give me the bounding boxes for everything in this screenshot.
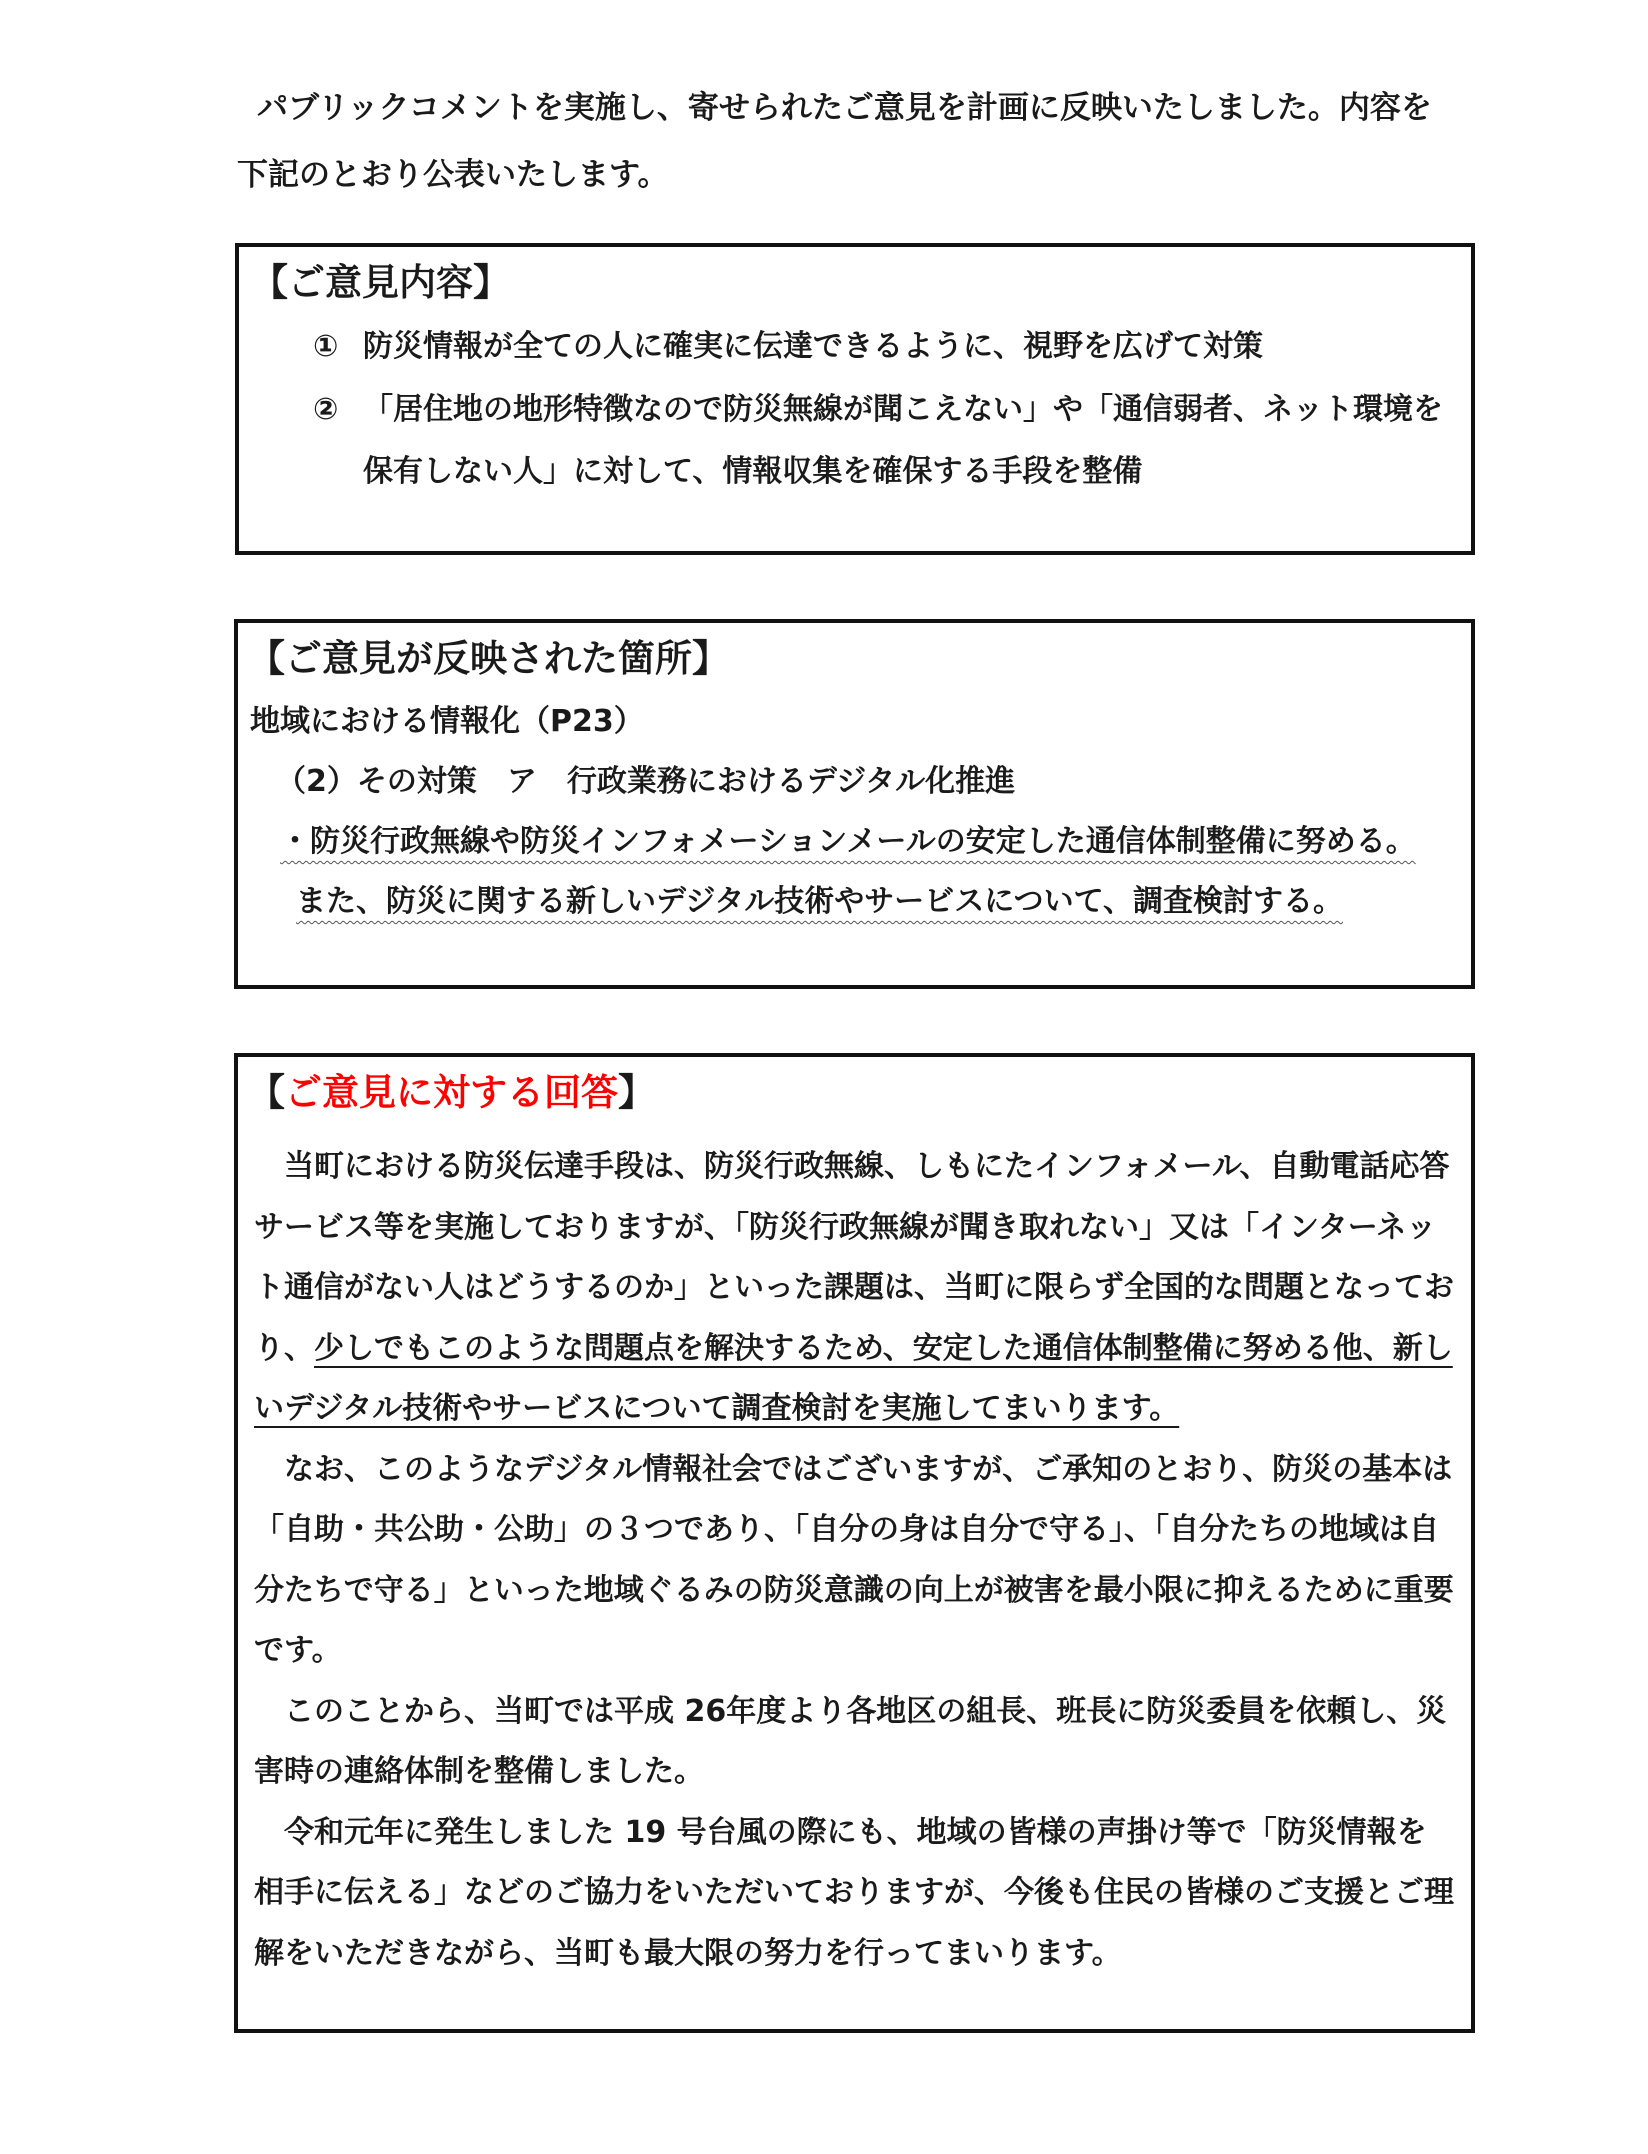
answer-title-close-bracket: 】: [618, 1071, 655, 1114]
reflected-location-box: [234, 619, 1475, 989]
plan-bullet-1: ・防災行政無線や防災インフォメーションメールの安定した通信体制整備に努める。: [280, 824, 1416, 859]
answer-paragraph-3: このことから、当町では平成 26年度より各地区の組長、班長に防災委員を依頼し、災害時の連絡体制を整備しました。: [254, 1693, 1447, 1789]
plan-subsection: （2）その対策 ア 行政業務におけるデジタル化推進: [276, 764, 1016, 799]
circled-number-1: ①: [313, 329, 339, 364]
opinion-item-2-text: 「居住地の地形特徴なので防災無線が聞こえない」や「通信弱者、ネット環境を: [363, 392, 1443, 427]
opinion-item-2-continuation: 保有しない人」に対して、情報収集を確保する手段を整備: [363, 454, 1143, 489]
intro-text: [237, 82, 1497, 201]
answer-paragraph-1-underlined: 少しでもこのような問題点を解決するため、安定した通信体制整備に努める他、新しいデジタル技術やサービスについて調査検討を実施してまいります。: [254, 1330, 1453, 1426]
plan-bullet-2: また、防災に関する新しいデジタル技術やサービスについて、調査検討する。: [296, 884, 1343, 919]
intro-line-2: 下記のとおり公表いたします。: [237, 156, 669, 193]
plan-section: 地域における情報化（P23）: [250, 704, 644, 739]
opinion-item-1-text: 防災情報が全ての人に確実に伝達できるように、視野を広げて対策: [363, 329, 1263, 364]
answer-title-text: ご意見に対する回答: [285, 1071, 618, 1114]
opinion-item-1: [313, 329, 1263, 365]
reflected-location-title: 【ご意見が反映された箇所】: [248, 637, 729, 680]
answer-title-open-bracket: 【: [248, 1071, 285, 1114]
answer-paragraph-1: [254, 1137, 1454, 1440]
answer-body: [254, 1137, 1454, 1984]
intro-line-1: パブリックコメントを実施し、寄せられたご意見を計画に反映いたしました。内容を: [257, 90, 1432, 126]
answer-paragraph-2: なお、このようなデジタル情報社会ではございますが、ご承知のとおり、防災の基本は「自助・共公助・公助」の３つであり、「自分の身は自分で守る」、「自分たちの地域は自分たちで守る」といった地域ぐるみの防災意識の向上が被害を最小限に抑えるために重要です。: [254, 1451, 1454, 1668]
answer-paragraph-4: 令和元年に発生しました 19 号台風の際にも、地域の皆様の声掛け等で「防災情報を相手に伝える」などのご協力をいただいておりますが、今後も住民の皆様のご支援とご理解をいただきながら、当町も最大限の努力を行ってまいります。: [254, 1814, 1454, 1971]
opinion-content-title: 【ご意見内容】: [251, 261, 510, 304]
opinion-item-2: [313, 392, 1443, 428]
answer-box: [234, 1053, 1475, 2033]
opinion-content-box: [235, 243, 1475, 555]
circled-number-2: ②: [313, 392, 339, 427]
answer-paragraph-1-text: 当町における防災伝達手段は、防災行政無線、しもにたインフォメール、自動電話応答サービス等を実施しておりますが、「防災行政無線が聞き取れない」又は「インターネット通信がない人はどうするのか」といった課題は、当町に限らず全国的な問題となっており、: [254, 1149, 1454, 1366]
answer-title: [248, 1071, 655, 1115]
